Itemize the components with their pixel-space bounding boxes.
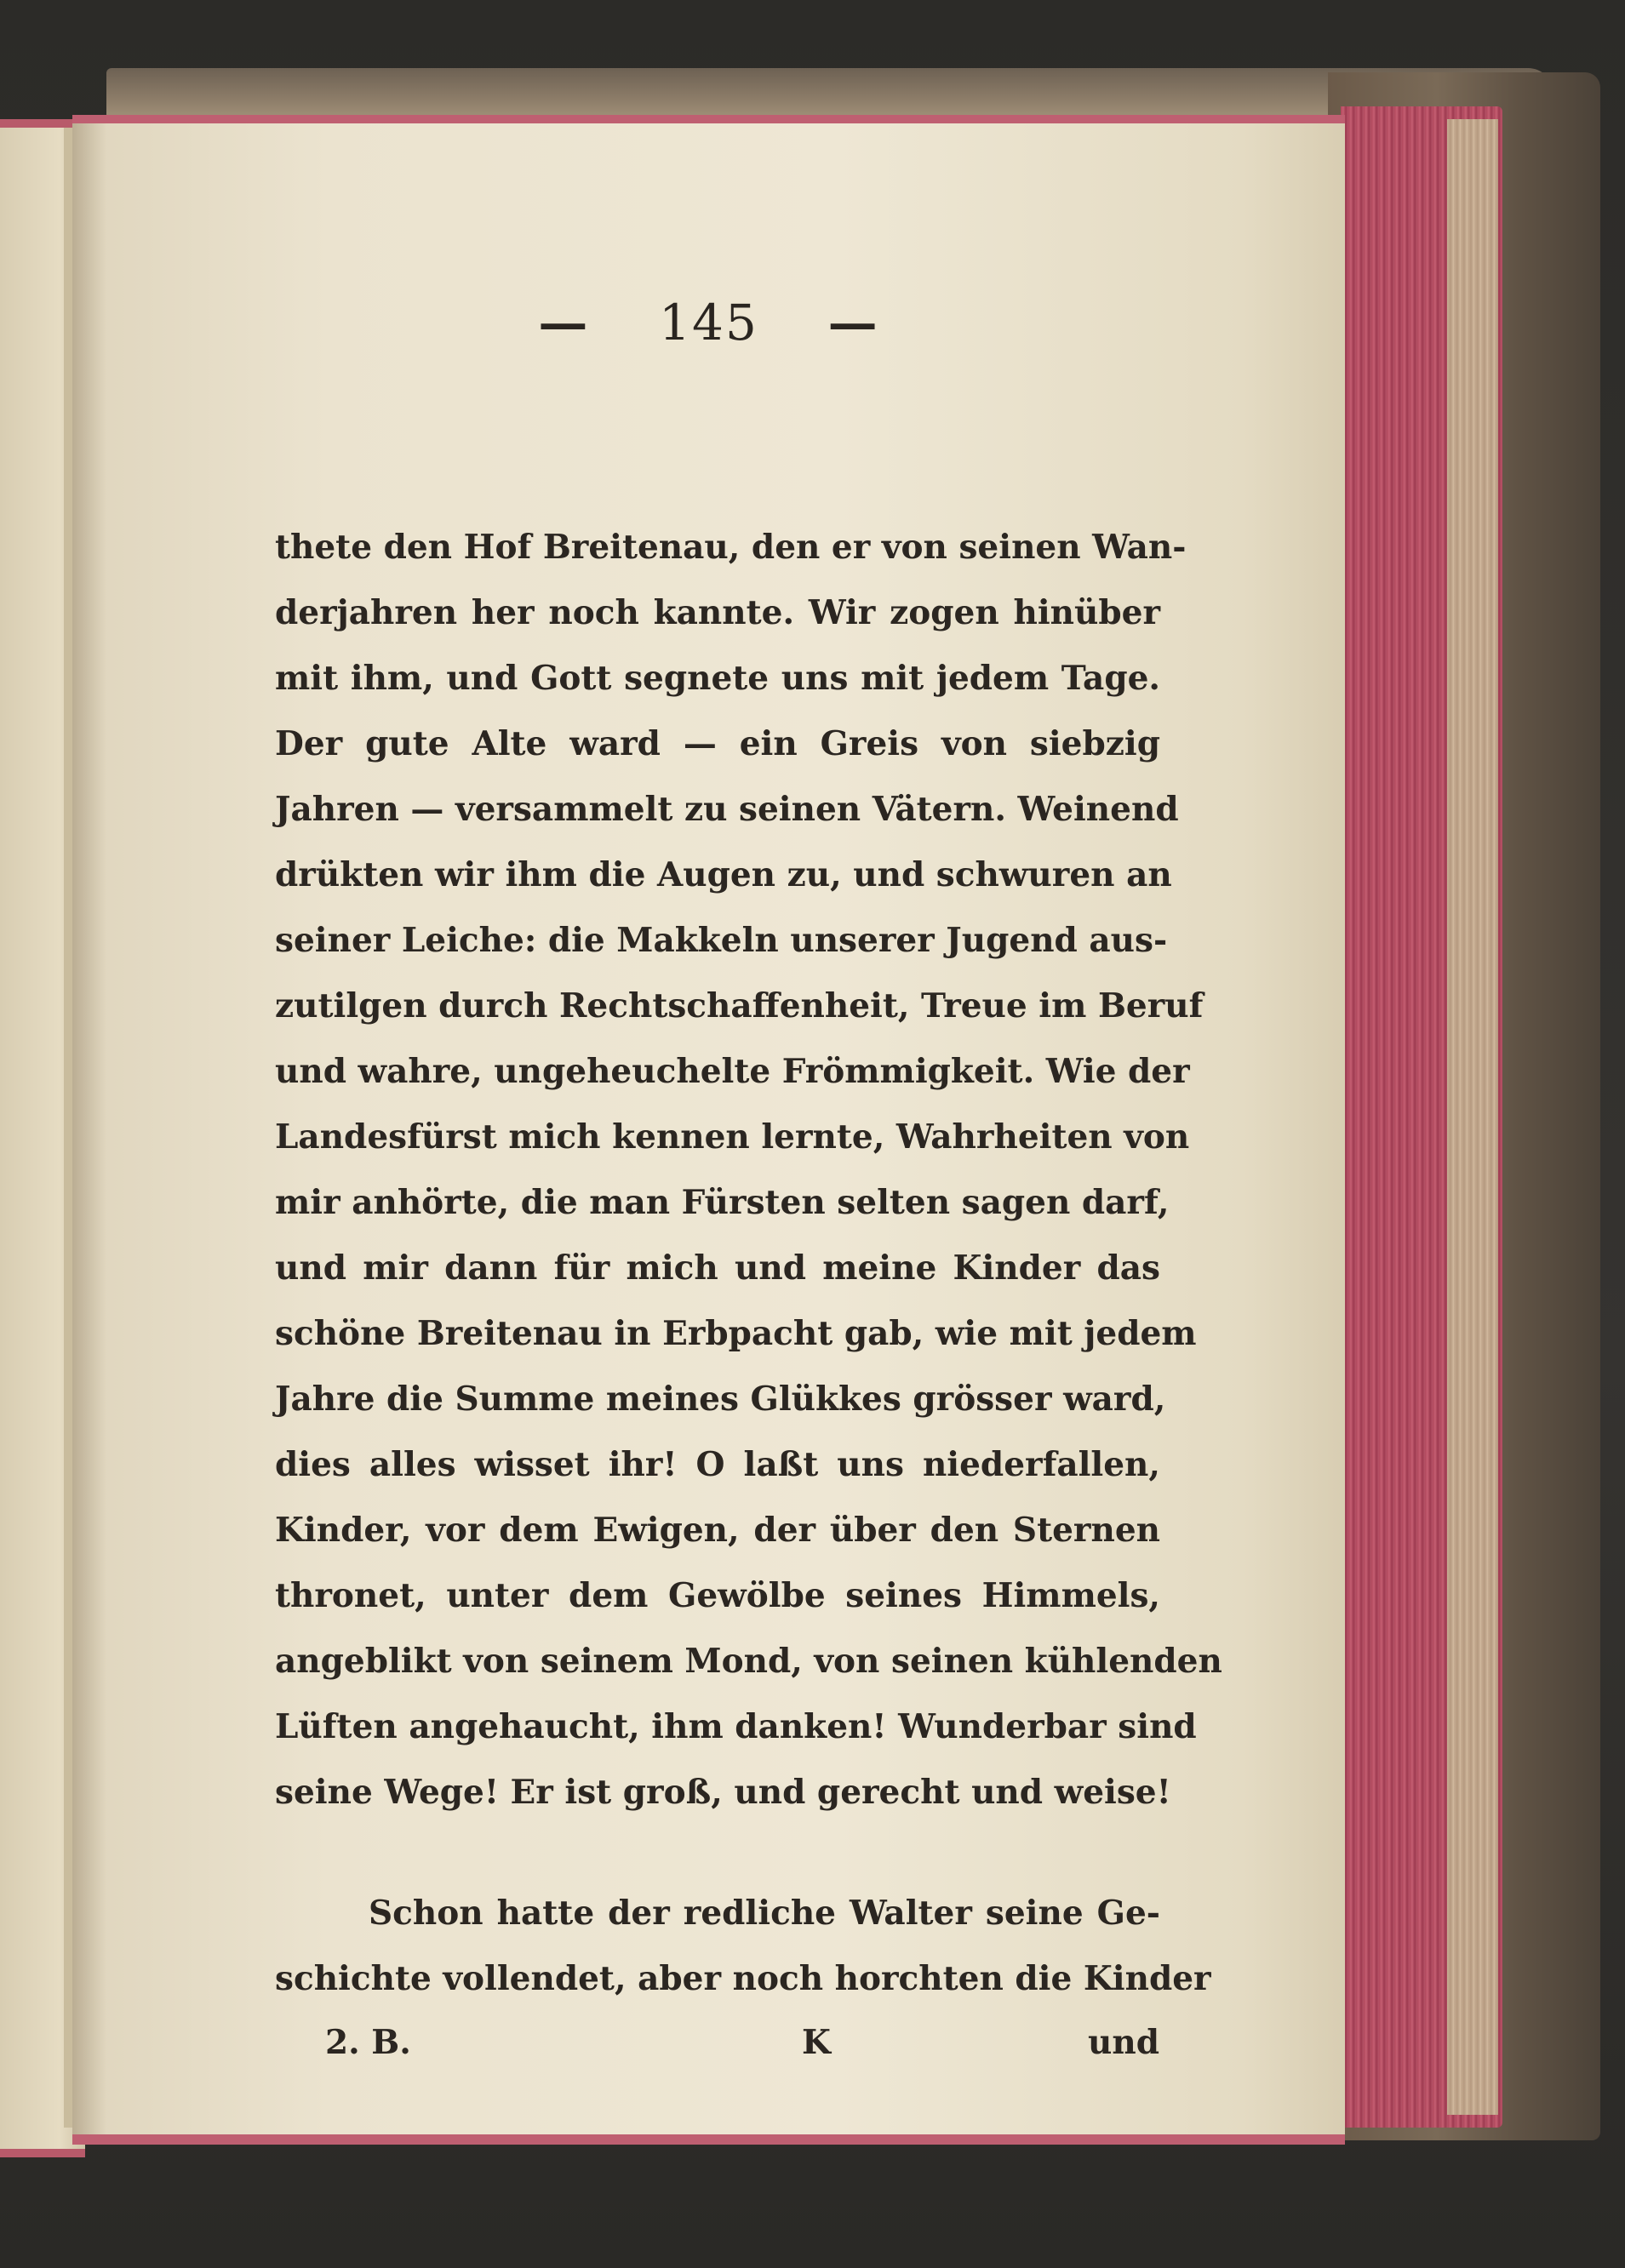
text-line: Jahren — versammelt zu seinen Vätern. Weinend (275, 790, 1179, 829)
page-header (72, 294, 1345, 351)
signature-mark: K (802, 2023, 831, 2062)
page-number: 145 (659, 294, 758, 351)
text-line: drükten wir ihm die Augen zu, und schwuren an (275, 855, 1172, 894)
text-line: seiner Leiche: die Makkeln unserer Jugend aus- (275, 921, 1168, 960)
book-page (72, 115, 1345, 2145)
text-line: Lüften angehaucht, ihm danken! Wunderbar sind (275, 1707, 1197, 1746)
text-line: Landesfürst mich kennen lernte, Wahrheiten von (275, 1117, 1190, 1157)
page-footer (325, 2010, 1159, 2076)
text-line: Kinder, vor dem Ewigen, der über den Sternen (275, 1511, 1160, 1550)
text-line: seine Wege! Er ist groß, und gerecht und weise! (275, 1773, 1171, 1812)
text-line: mit ihm, und Gott segnete uns mit jedem Tage. (275, 659, 1160, 698)
text-line: dies alles wisset ihr! O laßt uns niederfallen, (275, 1445, 1160, 1484)
text-line: thronet, unter dem Gewölbe seines Himmels, (275, 1576, 1160, 1615)
text-line: und wahre, ungeheuchelte Frömmigkeit. Wie der (275, 1052, 1190, 1091)
text-line: Schon hatte der redliche Walter seine Ge- (369, 1894, 1160, 1933)
text-line: und mir dann für mich und meine Kinder das (275, 1248, 1160, 1288)
header-dash-left: — (538, 294, 590, 351)
text-line: schöne Breitenau in Erbpacht gab, wie mit jedem (275, 1314, 1197, 1353)
text-line: zutilgen durch Rechtschaffenheit, Treue im Beruf (275, 986, 1204, 1025)
catchword: und (1088, 2023, 1159, 2062)
page-edges-inner (1447, 119, 1498, 2115)
text-line: Jahre die Summe meines Glükkes grösser ward, (275, 1380, 1166, 1419)
text-line: thete den Hof Breitenau, den er von seinen Wan- (275, 528, 1187, 567)
paragraph-2 (275, 1881, 1211, 2012)
text-line: schichte vollendet, aber noch horchten die Kinder (275, 1959, 1211, 1998)
paragraph-1 (275, 515, 1222, 1825)
text-line: mir anhörte, die man Fürsten selten sagen darf, (275, 1183, 1170, 1222)
text-line: Der gute Alte ward — ein Greis von siebzig (275, 724, 1160, 763)
signature-mark-left: 2. B. (325, 2023, 411, 2062)
page-gutter-shadow (72, 123, 106, 2134)
text-line: angeblikt von seinem Mond, von seinen kühlenden (275, 1642, 1222, 1681)
header-dash-right: — (827, 294, 879, 351)
text-line: derjahren her noch kannte. Wir zogen hinüber (275, 593, 1160, 632)
